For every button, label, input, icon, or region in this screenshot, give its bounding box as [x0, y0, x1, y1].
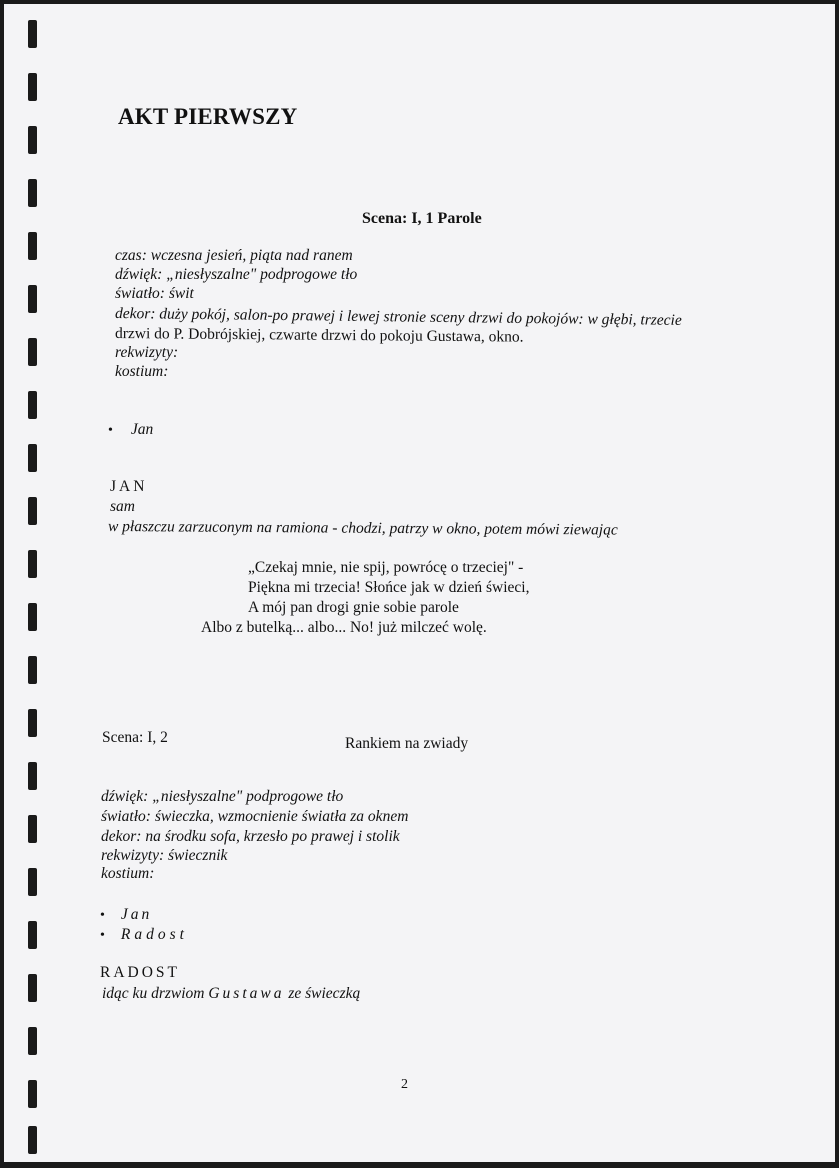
scene1-dekor-line1: dekor: duży pokój, salon-po prawej i lewej stronie sceny drzwi do pokojów: w głębi, trzecie — [114, 305, 682, 329]
bullet: • — [100, 908, 105, 923]
binding-hole — [28, 1080, 37, 1108]
binding-hole — [28, 338, 37, 366]
scene1-kostium: kostium: — [115, 363, 169, 380]
scene2-stage-direction — [102, 985, 360, 1003]
scene2-kostium: kostium: — [101, 865, 155, 882]
binding-hole — [28, 179, 37, 207]
cast-name: Jan — [120, 906, 153, 923]
bullet: • — [108, 423, 113, 438]
binding-hole — [28, 285, 37, 313]
binding-hole — [28, 73, 37, 101]
document-page — [4, 4, 835, 1162]
scene1-heading: Scena: I, 1 Parole — [362, 210, 482, 227]
scene1-stage-direction-2: w płaszczu zarzuconym na ramiona - chodzi, patrzy w okno, potem mówi ziewając — [107, 518, 618, 539]
binding-hole — [28, 656, 37, 684]
binding-hole — [28, 391, 37, 419]
scene2-dekor: dekor: na środku sofa, krzesło po prawej i stolik — [101, 828, 400, 845]
scene1-speaker: JAN — [110, 478, 148, 495]
stage-direction-part: idąc ku drzwiom — [102, 985, 209, 1002]
binding-holes — [28, 4, 42, 1162]
verse-line-2: Piękna mi trzecia! Słońce jak w dzień świeci, — [248, 579, 530, 596]
bullet: • — [100, 928, 105, 943]
scene1-swiatlo: światło: świt — [115, 285, 194, 302]
binding-hole — [28, 1027, 37, 1055]
stage-direction-part: ze świeczką — [284, 985, 361, 1002]
binding-hole — [28, 444, 37, 472]
binding-hole — [28, 497, 37, 525]
verse-line-3: A mój pan drogi gnie sobie parole — [248, 599, 459, 616]
act-title: AKT PIERWSZY — [118, 104, 298, 129]
scene1-rekwizyty: rekwizyty: — [115, 344, 179, 361]
scene2-cast-item — [100, 906, 152, 924]
scene1-dekor-line2: drzwi do P. Dobrójskiej, czwarte drzwi do pokoju Gustawa, okno. — [114, 325, 524, 346]
scene1-dzwiek: dźwięk: „niesłyszalne" podprogowe tło — [115, 266, 358, 283]
binding-hole — [28, 815, 37, 843]
binding-hole — [28, 709, 37, 737]
binding-hole — [28, 20, 37, 48]
scene1-stage-direction-1: sam — [110, 498, 135, 515]
scene2-title: Rankiem na zwiady — [345, 735, 469, 752]
binding-hole — [28, 762, 37, 790]
scene1-czas: czas: wczesna jesień, piąta nad ranem — [115, 247, 353, 264]
cast-name: Radost — [120, 926, 188, 943]
cast-name: Jan — [130, 421, 154, 438]
scene2-speaker: RADOST — [100, 964, 181, 981]
binding-hole — [28, 1126, 37, 1154]
scene2-heading: Scena: I, 2 — [102, 729, 168, 746]
stage-direction-name: Gustawa — [208, 985, 285, 1002]
page-number: 2 — [401, 1077, 408, 1092]
scene2-rekwizyty: rekwizyty: świecznik — [101, 847, 228, 864]
binding-hole — [28, 603, 37, 631]
binding-hole — [28, 550, 37, 578]
scene1-cast-item — [108, 421, 153, 439]
scene2-dzwiek: dźwięk: „niesłyszalne" podprogowe tło — [101, 788, 344, 805]
scene2-swiatlo: światło: świeczka, wzmocnienie światła za oknem — [101, 808, 409, 825]
binding-hole — [28, 921, 37, 949]
scene2-cast-item — [100, 926, 188, 944]
verse-line-4: Albo z butelką... albo... No! już milczeć wolę. — [201, 619, 487, 636]
binding-hole — [28, 126, 37, 154]
verse-line-1: „Czekaj mnie, nie spij, powrócę o trzeciej" - — [248, 559, 524, 576]
binding-hole — [28, 974, 37, 1002]
binding-hole — [28, 232, 37, 260]
binding-hole — [28, 868, 37, 896]
